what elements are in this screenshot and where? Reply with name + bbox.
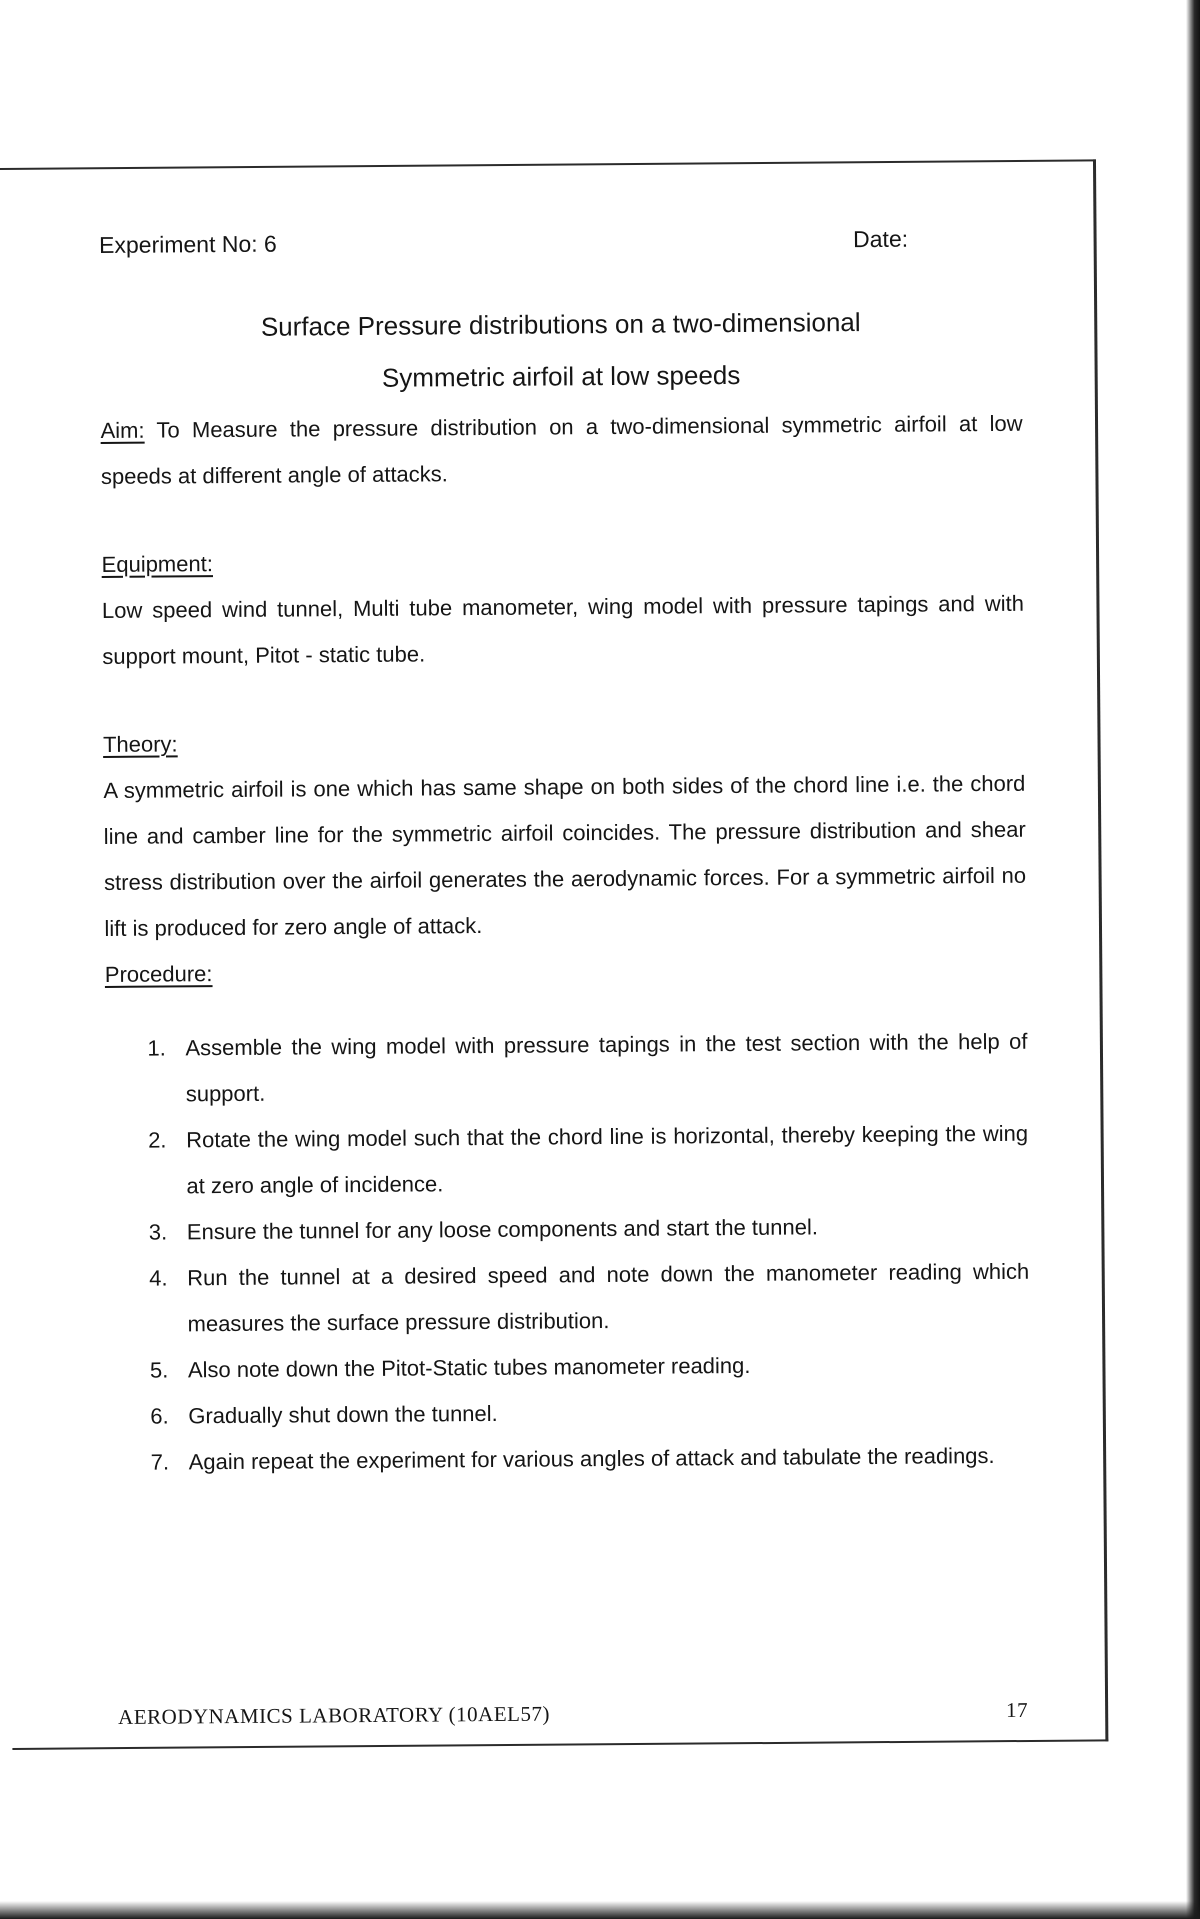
- list-item: [148, 1111, 1029, 1210]
- step-number: 3.: [148, 1219, 168, 1245]
- step-number: 2.: [148, 1127, 167, 1153]
- step-text: Ensure the tunnel for any loose components and start the tunnel.: [186, 1214, 819, 1245]
- procedure-section: [105, 945, 1031, 1486]
- step-text: Again repeat the experiment for various angles of attack and tabulate the readings.: [188, 1443, 995, 1475]
- step-number: 5.: [149, 1357, 169, 1383]
- step-text: Rotate the wing model such that the chord line is horizontal, thereby keeping the wing at zero angle of incidence.: [186, 1120, 1029, 1199]
- list-item: [147, 1019, 1028, 1118]
- step-number: 7.: [150, 1449, 170, 1475]
- procedure-steps: [105, 1019, 1031, 1486]
- list-item: [149, 1203, 1029, 1256]
- theory-label: Theory:: [102, 731, 178, 757]
- step-text: Also note down the Pitot-Static tubes manometer reading.: [187, 1352, 751, 1383]
- step-number: 6.: [150, 1403, 169, 1429]
- step-number: 4.: [149, 1265, 168, 1291]
- theory-section: [103, 715, 1027, 952]
- scan-shadow-bottom: [0, 1901, 1200, 1919]
- procedure-label: Procedure:: [104, 961, 213, 987]
- page-header: [99, 225, 1021, 272]
- step-text: Run the tunnel at a desired speed and note down the manometer reading which measures the surface pressure distribution.: [187, 1258, 1030, 1337]
- theory-text: A symmetric airfoil is one which has same shape on both sides of the chord line i.e. the chord line and camber line for the symmetric airfoil coincides. The pressure distribution and shear stress distribution over the airfoil generates the aerodynamic forces. For a symmetric airfoil no lift is produced for zero angle of attack.: [103, 770, 1027, 941]
- equipment-text: Low speed wind tunnel, Multi tube manometer, wing model with pressure tapings and with support mount, Pitot - static tube.: [101, 590, 1025, 669]
- step-text: Gradually shut down the tunnel.: [188, 1400, 498, 1429]
- page-number: 17: [1005, 1697, 1029, 1723]
- aim-label: Aim:: [100, 417, 145, 443]
- page-content: [99, 225, 1031, 1486]
- list-item: [149, 1249, 1030, 1348]
- page-title: [100, 295, 1023, 406]
- title-line-1: Surface Pressure distributions on a two-dimensional: [260, 307, 861, 342]
- equipment-section: [101, 535, 1024, 680]
- list-item: [150, 1433, 1030, 1486]
- footer-lab-name: AERODYNAMICS LABORATORY (10AEL57): [118, 1701, 551, 1729]
- title-line-2: Symmetric airfoil at low speeds: [381, 359, 741, 393]
- step-text: Assemble the wing model with pressure tapings in the test section with the help of support.: [185, 1028, 1028, 1107]
- equipment-label: Equipment:: [101, 551, 214, 577]
- step-number: 1.: [147, 1035, 166, 1061]
- date-label: Date:: [852, 225, 909, 253]
- experiment-number: Experiment No: 6: [99, 230, 277, 258]
- list-item: [150, 1341, 1030, 1394]
- aim-text: To Measure the pressure distribution on a two-dimensional symmetric airfoil at low speeds at different angle of attacks.: [100, 410, 1023, 489]
- aim-section: [100, 401, 1023, 500]
- list-item: [150, 1387, 1030, 1440]
- scan-shadow-right: [1186, 0, 1200, 1919]
